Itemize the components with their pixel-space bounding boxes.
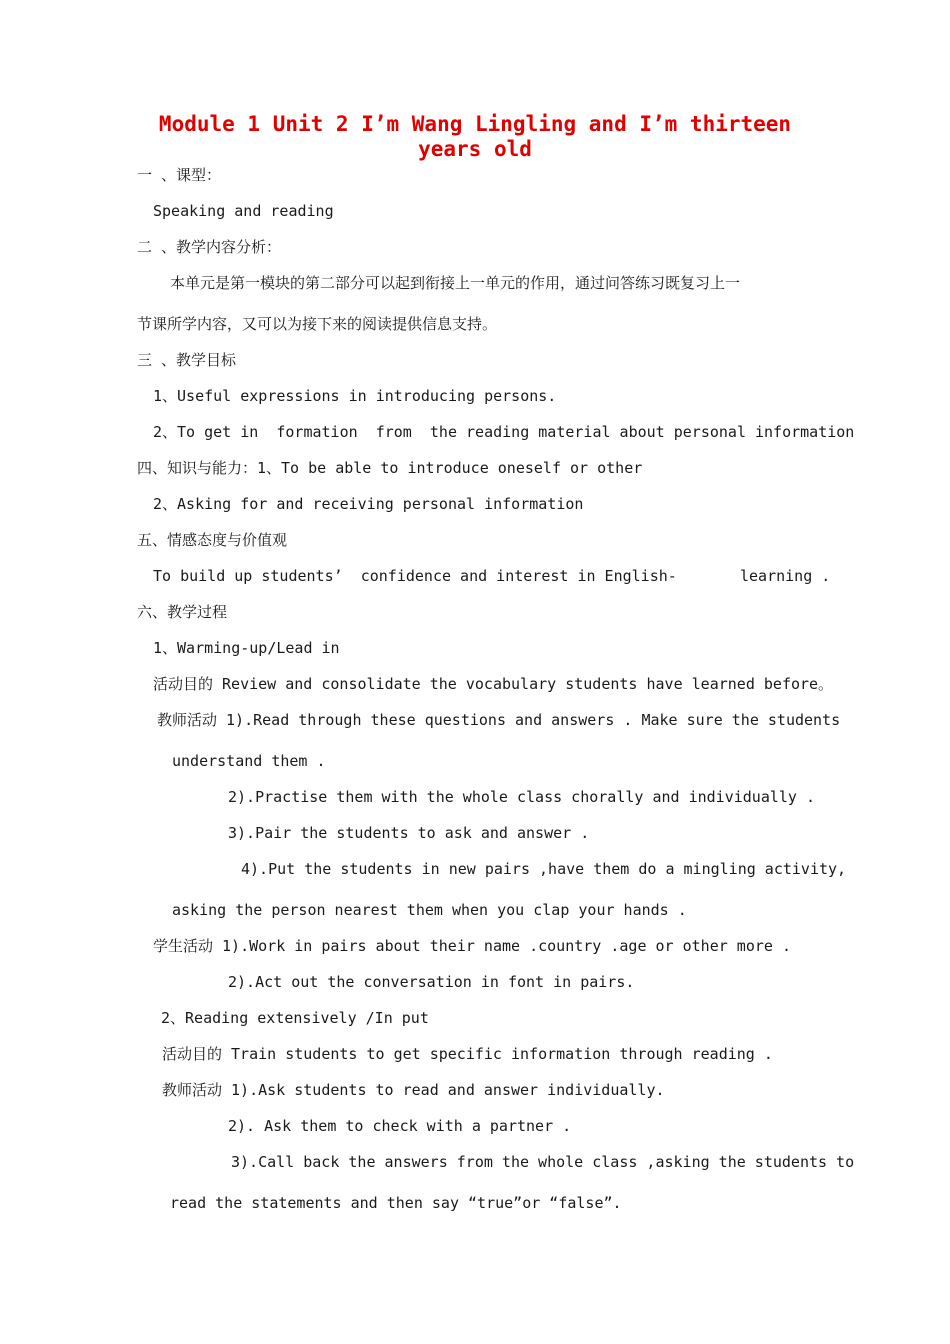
teacher-activity: 2). Ask them to check with a partner .: [228, 1117, 572, 1135]
section-heading-content-analysis: 二 、教学内容分析：: [137, 238, 282, 256]
content-analysis-text: 本单元是第一模块的第二部分可以起到衔接上一单元的作用，通过问答练习既复习上一: [170, 274, 741, 292]
step-heading: 2、Reading extensively /In put: [161, 1009, 429, 1027]
section-heading-knowledge: 四、知识与能力：1、To be able to introduce oneself or other: [137, 459, 643, 477]
activity-goal: 活动目的 Review and consolidate the vocabulary students have learned before。: [153, 675, 834, 693]
lesson-type-text: Speaking and reading: [153, 202, 334, 220]
student-activity: 学生活动 1).Work in pairs about their name .country .age or other more .: [153, 937, 791, 955]
teacher-activity: 2).Practise them with the whole class chorally and individually .: [228, 788, 815, 806]
student-activity: 2).Act out the conversation in font in pairs.: [228, 973, 635, 991]
section-heading-process: 六、教学过程: [137, 603, 228, 621]
teacher-activity: 教师活动 1).Read through these questions and answers . Make sure the students: [157, 711, 841, 729]
teacher-activity-cont: read the statements and then say “true”or “false”.: [170, 1194, 622, 1212]
teacher-activity-cont: asking the person nearest them when you clap your hands .: [172, 901, 687, 919]
attitude-text: To build up students’ confidence and interest in English- learning .: [153, 567, 831, 585]
teacher-activity: 教师活动 1).Ask students to read and answer individually.: [162, 1081, 665, 1099]
step-heading: 1、Warming-up/Lead in: [153, 639, 340, 657]
knowledge-item: 2、Asking for and receiving personal information: [153, 495, 584, 513]
objective-item: 2、To get in formation from the reading material about personal information: [153, 423, 855, 441]
section-heading-objectives: 三 、教学目标: [137, 351, 237, 369]
section-heading-lesson-type: 一 、课型：: [137, 166, 222, 184]
teacher-activity: 3).Pair the students to ask and answer .: [228, 824, 590, 842]
objective-item: 1、Useful expressions in introducing persons.: [153, 387, 557, 405]
activity-goal: 活动目的 Train students to get specific information through reading .: [162, 1045, 773, 1063]
content-analysis-text-cont: 节课所学内容，又可以为接下来的阅读提供信息支持。: [137, 315, 498, 333]
teacher-activity-cont: understand them .: [172, 752, 326, 770]
page-title: Module 1 Unit 2 I’m Wang Lingling and I’m thirteen years old: [158, 112, 792, 161]
section-heading-attitude: 五、情感态度与价值观: [137, 531, 288, 549]
teacher-activity: 3).Call back the answers from the whole class ,asking the students to: [231, 1153, 855, 1171]
teacher-activity: 4).Put the students in new pairs ,have them do a mingling activity,: [241, 860, 847, 878]
